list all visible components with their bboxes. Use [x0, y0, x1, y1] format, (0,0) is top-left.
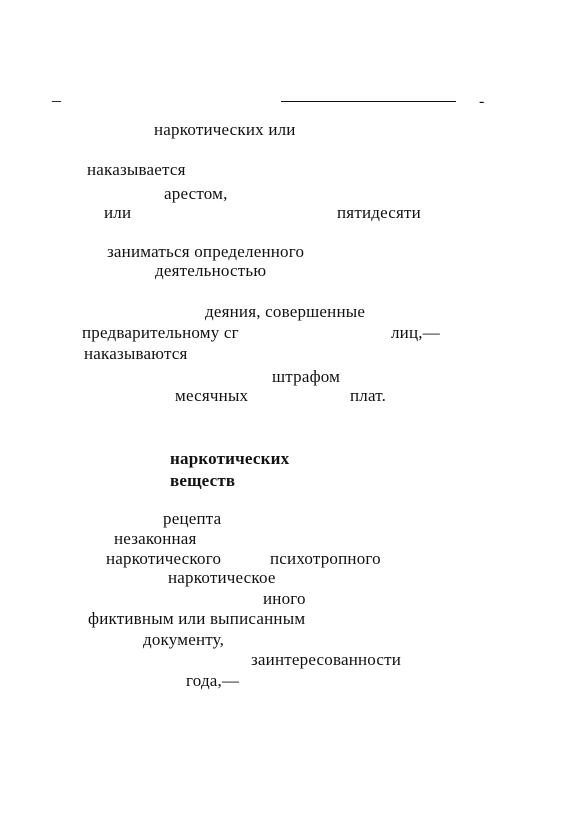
text-fragment: наркотического: [106, 549, 222, 568]
text-fragment: наркотических или: [154, 120, 296, 139]
text-fragment: фиктивным или выписанным: [88, 609, 306, 628]
header-rule: [281, 101, 456, 102]
text-fragment: заинтересованности: [251, 650, 402, 669]
text-fragment: рецепта: [163, 509, 222, 528]
section-heading-line: веществ: [170, 471, 236, 490]
top-right-dash: -: [479, 93, 485, 110]
text-fragment: пятидесяти: [337, 203, 421, 222]
text-fragment: документу,: [143, 630, 225, 649]
text-fragment: штрафом: [272, 367, 341, 386]
section-heading-line: наркотических: [170, 449, 290, 468]
text-fragment: арестом,: [164, 184, 228, 203]
top-left-dash: –: [52, 90, 62, 110]
text-fragment: или: [104, 203, 132, 222]
text-fragment: наказывается: [87, 160, 186, 179]
text-fragment: незаконная: [114, 529, 197, 548]
text-fragment: наказываются: [84, 344, 188, 363]
text-fragment: наркотическое: [168, 568, 276, 587]
text-fragment: предварительному сг: [82, 323, 239, 342]
text-fragment: месячных: [175, 386, 249, 405]
text-fragment: плат.: [350, 386, 387, 405]
text-fragment: деяния, совершенные: [205, 302, 366, 321]
text-fragment: заниматься определенного: [107, 242, 305, 261]
text-fragment: лиц,—: [391, 323, 440, 342]
text-fragment: деятельностью: [155, 261, 267, 280]
text-fragment: психотропного: [270, 549, 381, 568]
text-fragment: иного: [263, 589, 306, 608]
text-fragment: года,—: [186, 671, 240, 690]
